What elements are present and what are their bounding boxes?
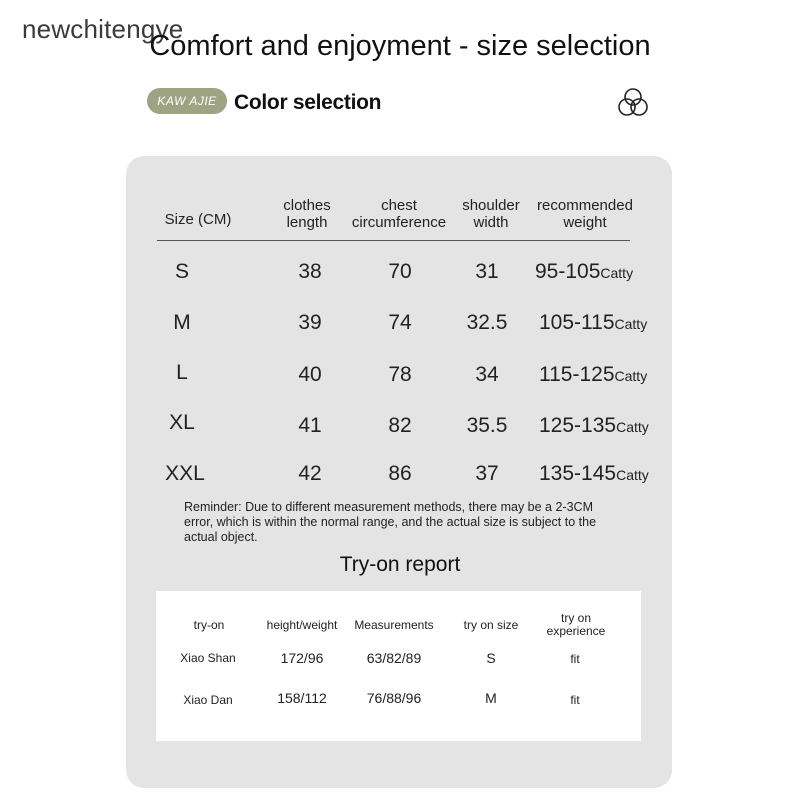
weight-unit: Catty [614, 368, 648, 384]
length-cell: 38 [298, 260, 322, 283]
tryon-report-title: Try-on report [339, 553, 461, 576]
weight-value: 115-125 [539, 363, 615, 386]
brand-badge: KAW AJIE [147, 88, 227, 114]
size-cell: L [176, 361, 188, 384]
chest-cell: 86 [388, 462, 412, 485]
weight-unit: Catty [600, 265, 634, 281]
tryon-experience: fit [570, 693, 580, 707]
size-cell: S [174, 260, 189, 283]
tryon-size: S [486, 650, 496, 666]
weight-unit: Catty [616, 467, 649, 483]
color-selection-heading: Color selection [234, 91, 382, 114]
weight-cell [539, 414, 664, 438]
watermark: newchitengye [22, 14, 184, 44]
chest-cell: 78 [388, 363, 412, 386]
tryon-height-weight: 172/96 [280, 650, 324, 666]
tryon-name: Xiao Dan [183, 693, 233, 707]
length-cell: 40 [298, 363, 322, 386]
header-divider [157, 240, 630, 241]
length-cell: 42 [298, 462, 322, 485]
header-shoulder-width: shoulder width [462, 197, 520, 231]
page-title: Comfort and enjoyment - size selection [149, 30, 651, 62]
weight-cell [535, 260, 660, 284]
header-recommended-weight: recommended weight [537, 197, 633, 231]
weight-value: 95-105 [535, 260, 601, 283]
tryon-report-table [156, 591, 641, 741]
shoulder-cell: 31 [475, 260, 499, 283]
chest-cell: 82 [388, 414, 412, 437]
weight-unit: Catty [616, 419, 649, 435]
chest-cell: 70 [388, 260, 412, 283]
weight-value: 105-115 [539, 311, 615, 334]
tryon-measurements: 63/82/89 [366, 650, 422, 666]
size-cell: XL [169, 411, 195, 434]
tryon-header-height-weight: height/weight [266, 618, 338, 632]
size-cell: M [173, 311, 191, 334]
shoulder-cell: 34 [475, 363, 499, 386]
weight-cell [539, 363, 664, 387]
tryon-experience: fit [570, 652, 580, 666]
tryon-size: M [485, 690, 497, 706]
length-cell: 39 [298, 311, 322, 334]
tryon-name: Xiao Shan [180, 651, 236, 665]
weight-cell [539, 311, 664, 335]
chest-cell: 74 [388, 311, 412, 334]
header-chest-circumference: chest circumference [351, 197, 447, 231]
header-size: Size (CM) [164, 211, 232, 228]
tryon-header-name: try-on [193, 618, 225, 632]
header-clothes-length: clothes length [283, 197, 331, 231]
weight-value: 135-145 [539, 462, 617, 485]
size-cell: XXL [165, 462, 205, 485]
shoulder-cell: 32.5 [466, 311, 508, 334]
tryon-height-weight: 158/112 [277, 690, 327, 706]
shoulder-cell: 37 [475, 462, 499, 485]
weight-unit: Catty [614, 316, 648, 332]
tryon-header-size: try on size [463, 618, 519, 632]
weight-value: 125-135 [539, 414, 617, 437]
tryon-header-measurements: Measurements [354, 618, 434, 632]
weight-cell [539, 462, 664, 486]
tryon-measurements: 76/88/96 [366, 690, 422, 706]
measurement-reminder: Reminder: Due to different measurement methods, there may be a 2-3CM error, which is within the normal range, and the actual size is subject to the actual object. [184, 500, 597, 544]
length-cell: 41 [298, 414, 322, 437]
shoulder-cell: 35.5 [466, 414, 508, 437]
tryon-header-experience: try on experience [546, 611, 606, 638]
